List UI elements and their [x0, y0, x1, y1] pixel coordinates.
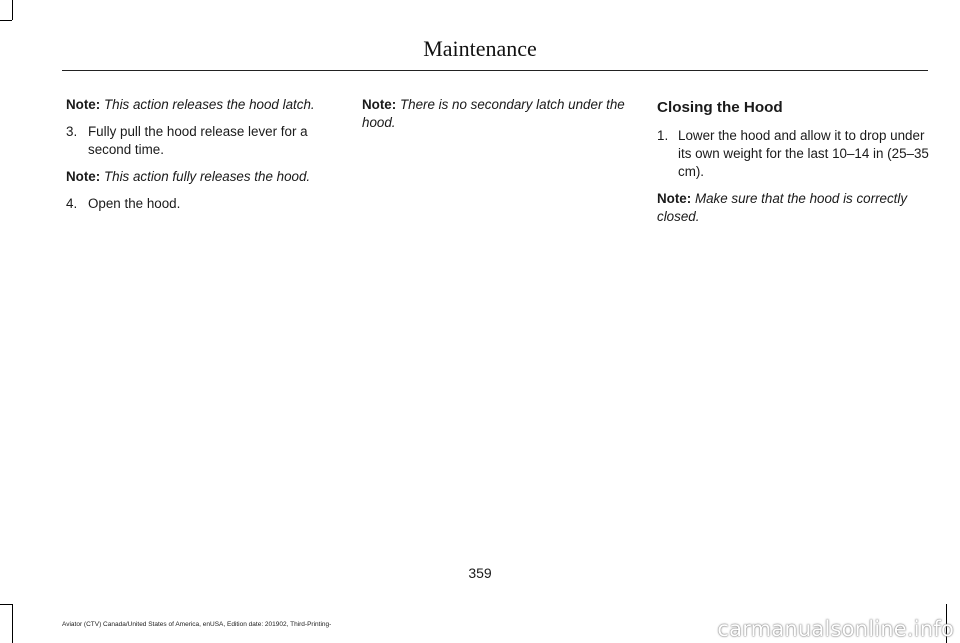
- note-hood-closed: [657, 190, 929, 226]
- column-1: [66, 96, 336, 222]
- crop-mark-top-left-vertical: [12, 0, 13, 20]
- step-text: Lower the hood and allow it to drop under its own weight for the last 10–14 in (25–35 cm).: [678, 128, 929, 179]
- note-hood-latch: [66, 96, 336, 114]
- step-3: [66, 123, 336, 159]
- note-hood-release: [66, 168, 336, 186]
- step-number: 1.: [657, 128, 669, 143]
- footer-edition-info: Aviator (CTV) Canada/United States of America, enUSA, Edition date: 201902, Third-Printing-: [62, 621, 332, 628]
- watermark: carmanualsonline.info: [717, 617, 954, 641]
- step-1: [657, 127, 929, 181]
- note-text: This action releases the hood latch.: [103, 97, 315, 112]
- note-label: Note:: [657, 191, 692, 206]
- step-text: Open the hood.: [88, 196, 181, 211]
- crop-mark-bottom-left-vertical: [12, 604, 13, 643]
- step-number: 4.: [66, 196, 78, 211]
- note-text: There is no secondary latch under the hood.: [362, 97, 625, 130]
- note-label: Note:: [66, 169, 101, 184]
- crop-mark-bottom-left-horizontal: [0, 604, 12, 605]
- note-text: This action fully releases the hood.: [103, 169, 311, 184]
- note-label: Note:: [362, 97, 397, 112]
- step-number: 3.: [66, 124, 78, 139]
- page-number: 359: [468, 565, 492, 581]
- crop-mark-top-left-horizontal: [0, 20, 12, 21]
- note-secondary-latch: [362, 96, 634, 132]
- step-4: [66, 195, 336, 213]
- column-2: [362, 96, 634, 141]
- note-label: Note:: [66, 97, 101, 112]
- header-divider: [62, 70, 928, 71]
- page-title: Maintenance: [423, 36, 537, 61]
- section-heading: Closing the Hood: [657, 99, 783, 116]
- step-text: Fully pull the hood release lever for a second time.: [88, 124, 308, 157]
- column-3: [657, 96, 929, 235]
- note-text: Make sure that the hood is correctly closed.: [657, 191, 908, 224]
